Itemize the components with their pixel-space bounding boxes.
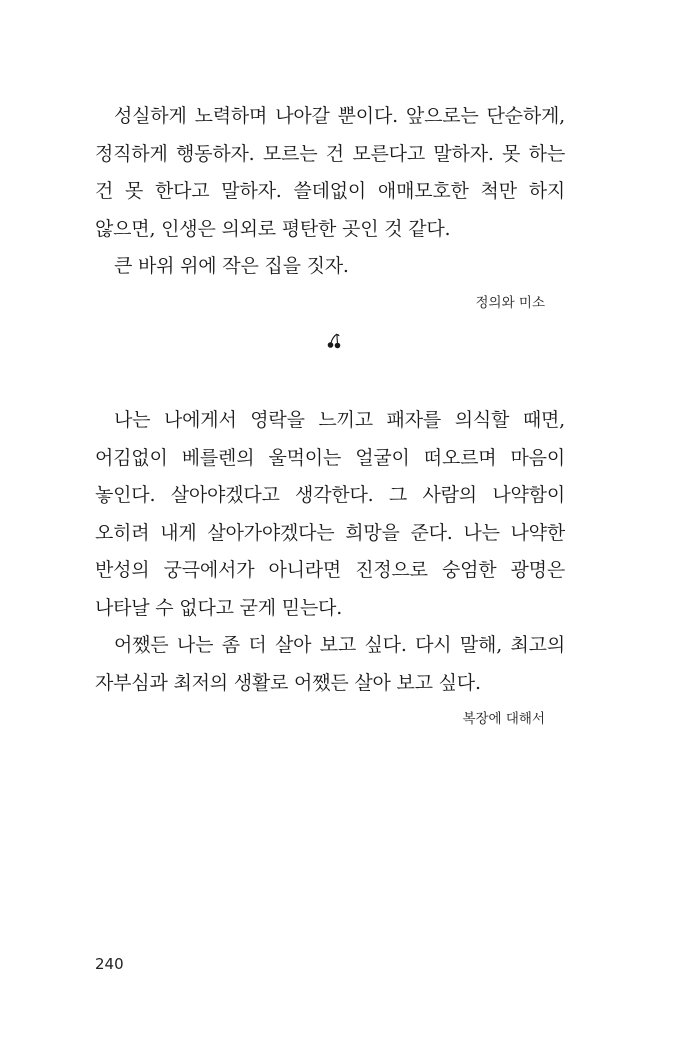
source-title: 복장에 대해서 [462, 711, 545, 727]
page-number: 240 [95, 955, 124, 973]
excerpt-section-2 [95, 402, 565, 730]
paragraph: 성실하게 노력하며 나아갈 뿐이다. 앞으로는 단순하게, 정직하게 행동하자. 모르는 건 모른다고 말하자. 못 하는 건 못 한다고 말하자. 쓸데없이 애매모호한 척만 하지 않으면, 인생은 의외로 평탄한 곳인 것 같다. [95, 105, 565, 240]
excerpt-section-1 [95, 98, 565, 314]
paragraph: 어쨌든 나는 좀 더 살아 보고 싶다. 다시 말해, 최고의 자부심과 최저의 생활로 어쨌든 살아 보고 싶다. [95, 634, 565, 694]
paragraph: 큰 바위 위에 작은 집을 짓자. [114, 255, 349, 277]
source-title: 정의와 미소 [475, 294, 545, 311]
cherry-icon [327, 333, 341, 349]
paragraph: 나는 나에게서 영락을 느끼고 패자를 의식할 때면, 어김없이 베를렌의 울먹이는 얼굴이 떠오르며 마음이 놓인다. 살아야겠다고 생각한다. 그 사람의 나약함이 오히려 내게 살아가야겠다는 희망을 준다. 나는 나약한 반성의 궁극에서가 아니라면 진정으로 숭엄한 광명은 나타날 수 없다고 굳게 믿는다. [95, 409, 565, 619]
